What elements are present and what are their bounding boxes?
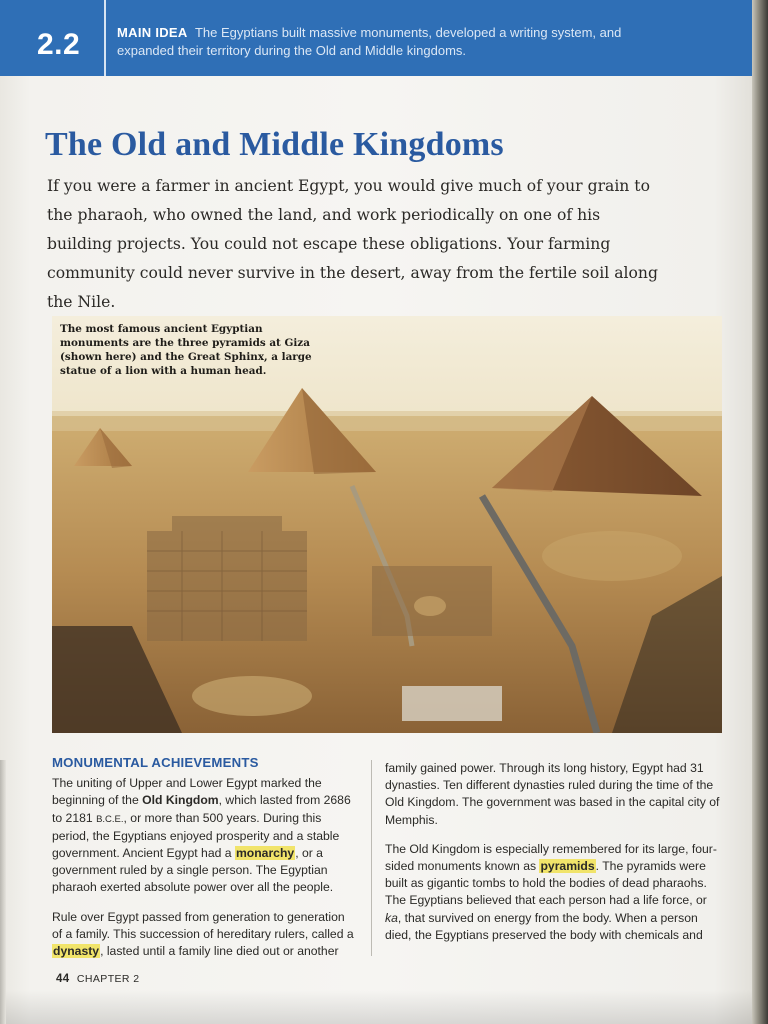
pyramids-illustration <box>52 316 722 733</box>
right-paragraph-2: The Old Kingdom is especially remembered for its large, four-sided monuments known as pyramids. The pyramids were built as gigantic tombs to hold the bodies of dead pharaohs. The Egyptians believed that each person had a life force, or ka, that survived on energy from the body. When a person died, the Egyptians preserved the body with chemicals and <box>385 841 717 942</box>
section-number: 2.2 <box>37 28 81 61</box>
page-title: The Old and Middle Kingdoms <box>45 126 504 163</box>
main-idea-label: MAIN IDEA <box>117 25 188 40</box>
page-bottom-shadow <box>0 990 752 1024</box>
right-text-column <box>385 760 725 956</box>
left-text-column <box>52 754 357 972</box>
photo-caption: The most famous ancient Egyptian monuments are the three pyramids at Giza (shown here) and the Great Sphinx, a large statue of a lion with a human head. <box>60 323 312 377</box>
section-banner <box>0 0 752 76</box>
right-paragraph-1: family gained power. Through its long history, Egypt had 31 dynasties. Ten different dynasties ruled during the time of the Old Kingdom. The government was based in the capital city of Memphis. <box>385 761 720 827</box>
section-number-box <box>0 0 106 76</box>
left-paragraph-1: The uniting of Upper and Lower Egypt marked the beginning of the Old Kingdom, which lasted from 2686 to 2181 B.C.E., or more than 500 years. During this period, the Egyptians enjoyed prosperity and a stable government. Ancient Egypt had a monarchy, or a government ruled by a single person. The Egyptian pharaoh exerted absolute power over all the people. <box>52 776 351 895</box>
column-divider <box>371 760 372 956</box>
term-old-kingdom: Old Kingdom <box>142 793 219 808</box>
giza-pyramids-photo <box>52 316 722 733</box>
intro-paragraph: If you were a farmer in ancient Egypt, you would give much of your grain to the pharaoh, who owned the land, and work periodically on one of his building projects. You could not escape these obligations. Your farming community could never survive in the desert, away from the fertile soil along the Nile. <box>47 177 658 311</box>
main-idea-text: The Egyptians built massive monuments, developed a writing system, and expanded their territory during the Old and Middle kingdoms. <box>117 25 622 58</box>
section-heading: MONUMENTAL ACHIEVEMENTS <box>52 755 259 770</box>
left-paragraph-2: Rule over Egypt passed from generation to generation of a family. This succession of hereditary rulers, called a dynasty, lasted until a family line died out or another <box>52 909 354 959</box>
term-ka: ka <box>385 910 398 925</box>
book-spine-edge <box>752 0 768 1024</box>
main-idea <box>117 24 677 60</box>
page-left-edge <box>0 760 6 1024</box>
vocab-monarchy: monarchy <box>235 846 295 861</box>
chapter-label: CHAPTER 2 <box>76 973 140 985</box>
vocab-dynasty: dynasty <box>53 944 100 959</box>
era-abbrev: B.C.E. <box>96 813 124 825</box>
vocab-pyramids: pyramids <box>540 859 595 874</box>
page-footer <box>56 973 139 985</box>
page-number: 44 <box>56 973 70 985</box>
